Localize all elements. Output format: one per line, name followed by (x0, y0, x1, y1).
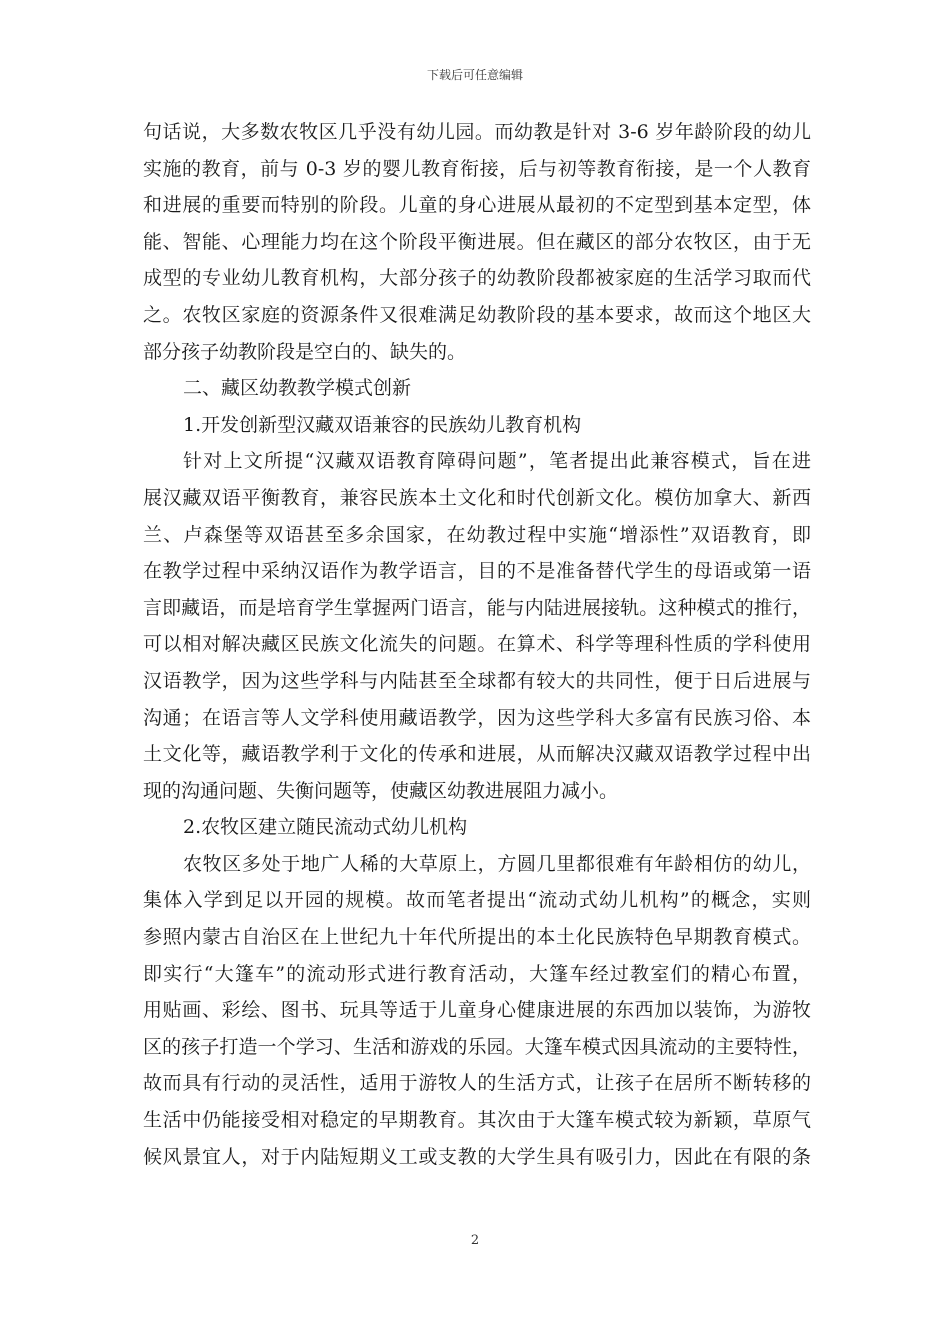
page-header-note: 下载后可任意编辑 (426, 68, 523, 82)
text-line: 和进展的重要而特别的阶段。儿童的身心进展从最初的不定型到基本定型，体 (143, 194, 811, 217)
text-line: 之。农牧区家庭的资源条件又很难满足幼教阶段的基本要求，故而这个地区大 (143, 303, 811, 326)
text-line: 集体入学到足以开园的规模。故而笔者提出“流动式幼儿机构”的概念，实则 (143, 889, 811, 912)
text-line: 农牧区多处于地广人稀的大草原上，方圆几里都很难有年龄相仿的幼儿， (183, 852, 811, 875)
text-line: 即实行“大篷车”的流动形式进行教育活动，大篷车经过教室们的精心布置， (143, 962, 811, 985)
text-line: 参照内蒙古自治区在上世纪九十年代所提出的本土化民族特色早期教育模式。 (143, 926, 811, 949)
text-line: 土文化等，藏语教学利于文化的传承和进展，从而解决汉藏双语教学过程中出 (143, 743, 811, 766)
text-line: 故而具有行动的灵活性，适用于游牧人的生活方式，让孩子在居所不断转移的 (143, 1072, 811, 1095)
text-line: 1.开发创新型汉藏双语兼容的民族幼儿教育机构 (183, 413, 582, 436)
text-line: 兰、卢森堡等双语甚至多余国家，在幼教过程中实施“增添性”双语教育，即 (143, 523, 811, 546)
text-line: 候风景宜人，对于内陆短期义工或支教的大学生具有吸引力，因此在有限的条 (143, 1145, 811, 1168)
text-line: 展汉藏双语平衡教育，兼容民族本土文化和时代创新文化。模仿加拿大、新西 (143, 486, 811, 509)
text-line: 可以相对解决藏区民族文化流失的问题。在算术、科学等理科性质的学科使用 (143, 633, 811, 656)
text-line: 用贴画、彩绘、图书、玩具等适于儿童身心健康进展的东西加以装饰，为游牧 (143, 999, 811, 1022)
text-line: 部分孩子幼教阶段是空白的、缺失的。 (143, 340, 467, 363)
text-line: 实施的教育，前与 0-3 岁的婴儿教育衔接，后与初等教育衔接，是一个人教育 (143, 157, 811, 180)
text-line: 汉语教学，因为这些学科与内陆甚至全球都有较大的共同性，便于日后进展与 (143, 669, 811, 692)
text-line: 能、智能、心理能力均在这个阶段平衡进展。但在藏区的部分农牧区，由于无 (143, 230, 811, 253)
text-line: 二、藏区幼教教学模式创新 (183, 377, 412, 400)
text-line: 针对上文所提“汉藏双语教育障碍问题”，笔者提出此兼容模式，旨在进 (183, 450, 811, 473)
page-number: 2 (470, 1233, 480, 1248)
text-line: 在教学过程中采纳汉语作为教学语言，目的不是准备替代学生的母语或第一语 (143, 560, 811, 583)
document-body (143, 114, 811, 1175)
text-line: 现的沟通问题、失衡问题等，使藏区幼教进展阻力减小。 (143, 779, 619, 802)
text-line: 句话说，大多数农牧区几乎没有幼儿园。而幼教是针对 3-6 岁年龄阶段的幼儿 (143, 121, 811, 143)
text-line: 成型的专业幼儿教育机构，大部分孩子的幼教阶段都被家庭的生活学习取而代 (143, 267, 811, 290)
text-line: 区的孩子打造一个学习、生活和游戏的乐园。大篷车模式因具流动的主要特性， (143, 1035, 811, 1058)
text-line: 沟通；在语言等人文学科使用藏语教学，因为这些学科大多富有民族习俗、本 (143, 706, 811, 729)
text-line: 2.农牧区建立随民流动式幼儿机构 (183, 816, 468, 839)
text-line: 言即藏语，而是培育学生掌握两门语言，能与内陆进展接轨。这种模式的推行， (143, 596, 811, 619)
text-line: 生活中仍能接受相对稳定的早期教育。其次由于大篷车模式较为新颖，草原气 (143, 1109, 811, 1132)
